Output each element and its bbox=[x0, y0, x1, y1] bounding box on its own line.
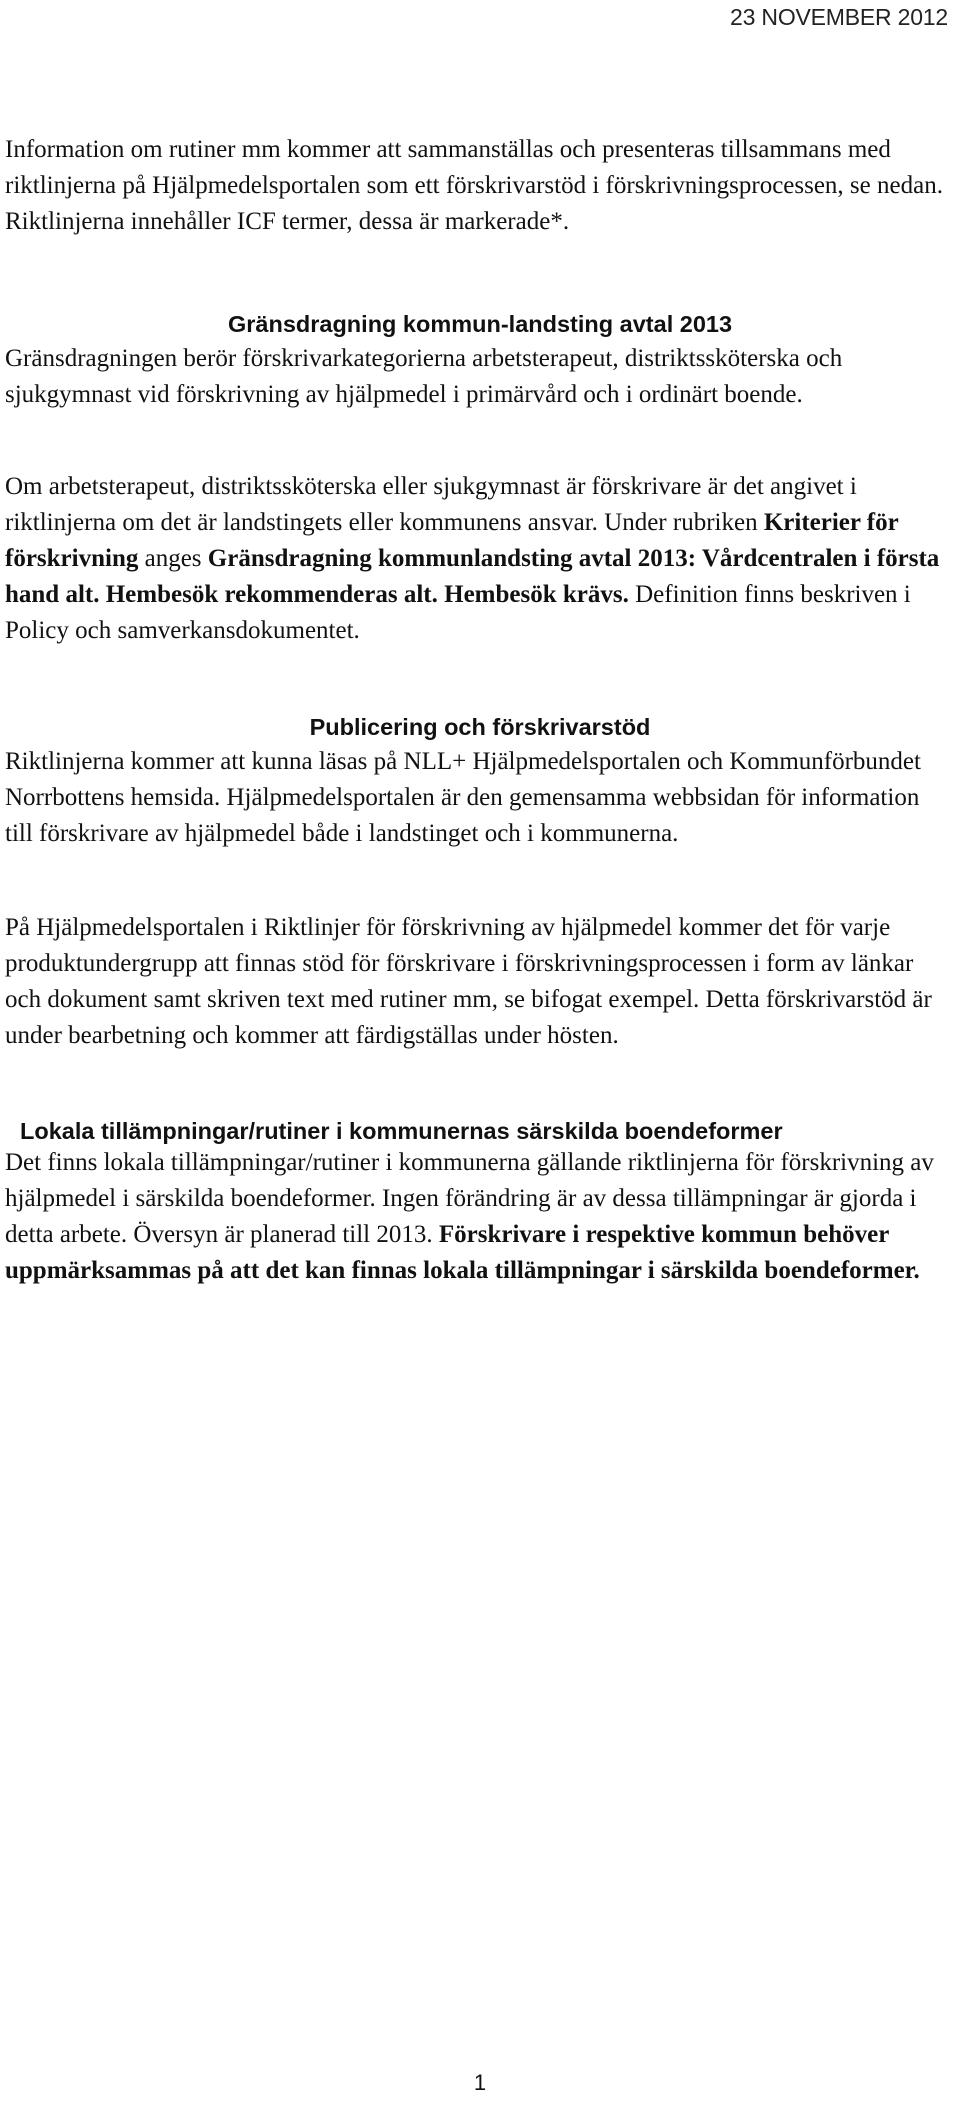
bold-note: Förskrivare i respektive kommun behöver uppmärksammas på att det kan finnas lokala tillämpningar i särskilda boendeformer. bbox=[5, 1221, 920, 1284]
bold-term-kriterier: Kriterier för förskrivning bbox=[5, 509, 899, 572]
paragraph-text: Det finns lokala tillämpningar/rutiner i kommunerna gällande riktlinjerna för förskrivning av hjälpmedel i särskilda boendeformer. Ingen förändring är av dessa tillämpningar är gjorda i detta arbete. Översyn är planerad till 2013. bbox=[5, 1149, 934, 1248]
section-heading-publicering: Publicering och förskrivarstöd bbox=[309, 714, 651, 740]
section-heading-gransdragning: Gränsdragning kommun-landsting avtal 2013 bbox=[227, 311, 733, 337]
paragraph-text: Definition finns beskriven i Policy och samverkansdokumentet. bbox=[5, 581, 911, 644]
bold-term-gransdragning: Gränsdragning kommunlandsting avtal 2013: Vårdcentralen i första hand alt. Hembesök rekommenderas alt. Hembesök krävs. bbox=[5, 545, 940, 608]
publicering-paragraph-1: Riktlinjerna kommer att kunna läsas på NLL+ Hjälpmedelsportalen och Kommunförbundet Norrbottens hemsida. Hjälpmedelsportalen är den gemensamma webbsidan för information till förskrivare av hjälpmedel både i landstinget och i kommunerna. bbox=[5, 748, 921, 847]
page-number: 1 bbox=[473, 2070, 487, 2095]
gransdragning-paragraph-1: Gränsdragningen berör förskrivarkategorierna arbetsterapeut, distriktssköterska och sjukgymnast vid förskrivning av hjälpmedel i primärvård och i ordinärt boende. bbox=[5, 345, 843, 408]
gransdragning-paragraph-2 bbox=[5, 469, 943, 649]
lokala-tillampningar-paragraph bbox=[5, 1145, 943, 1289]
section-heading-lokala-tillampningar: Lokala tillämpningar/rutiner i kommunernas särskilda boendeformer bbox=[20, 1118, 783, 1144]
intro-paragraph: Information om rutiner mm kommer att sammanställas och presenteras tillsammans med riktlinjerna på Hjälpmedelsportalen som ett förskrivarstöd i förskrivningsprocessen, se nedan. Riktlinjerna innehåller ICF termer, dessa är markerade*. bbox=[5, 136, 943, 235]
paragraph-text: Om arbetsterapeut, distriktssköterska eller sjukgymnast är förskrivare är det angivet i riktlinjerna om det är landstingets eller kommunens ansvar. Under rubriken bbox=[5, 473, 857, 536]
header-date: 23 NOVEMBER 2012 bbox=[730, 4, 948, 30]
paragraph-text: anges bbox=[138, 545, 208, 572]
publicering-paragraph-2: På Hjälpmedelsportalen i Riktlinjer för förskrivning av hjälpmedel kommer det för varje produktundergrupp att finnas stöd för förskrivare i förskrivningsprocessen i form av länkar och dokument samt skriven text med rutiner mm, se bifogat exempel. Detta förskrivarstöd är under bearbetning och kommer att färdigställas under hösten. bbox=[5, 914, 932, 1049]
